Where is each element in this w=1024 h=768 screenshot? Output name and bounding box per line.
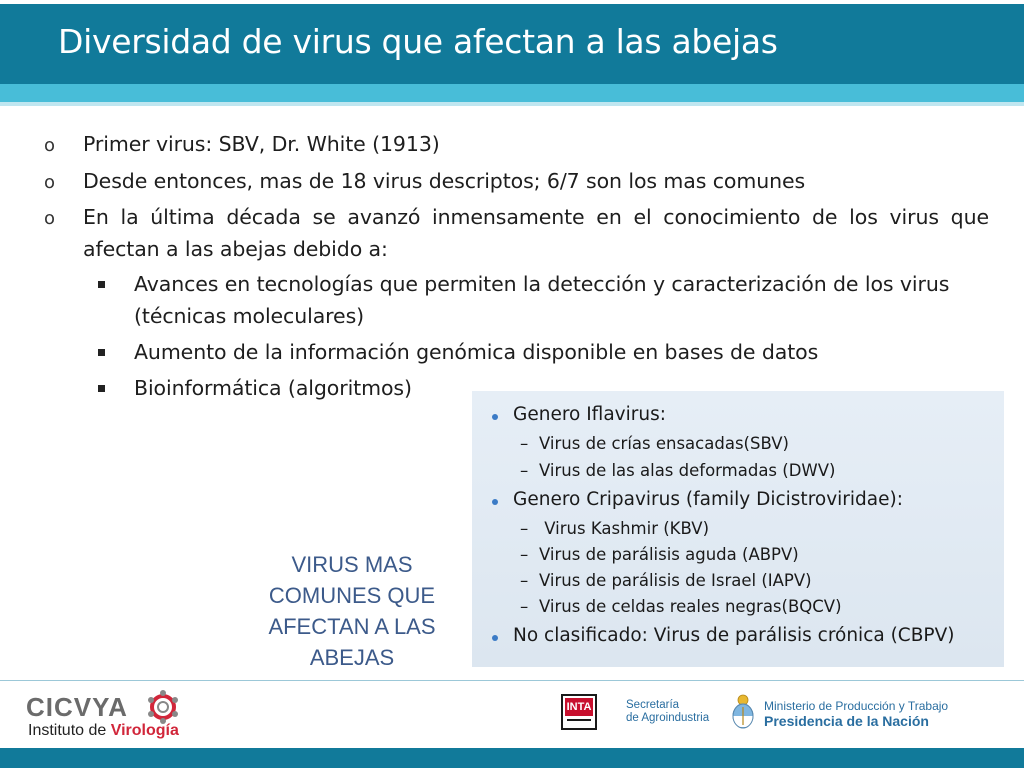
- genus-heading: No clasificado: Virus de parálisis crónica (CBPV): [513, 625, 955, 646]
- title-bar-stripe: [0, 84, 1024, 102]
- square-bullet-icon: [98, 281, 105, 288]
- box-caption: VIRUS MAS COMUNES QUE AFECTAN A LAS ABEJAS: [268, 552, 436, 670]
- footer-divider: [0, 680, 1024, 681]
- sub-bullet-item: Avances en tecnologías que permiten la detección y caracterización de los virus (técnicas moleculares): [134, 272, 950, 328]
- footer-bar: [0, 748, 1024, 768]
- dash-icon: –: [520, 434, 529, 453]
- institute-name: [28, 722, 179, 740]
- dash-icon: –: [520, 461, 529, 480]
- bullet-item: Primer virus: SBV, Dr. White (1913): [83, 132, 440, 156]
- genus-heading: Genero Cripavirus (family Dicistroviridae):: [513, 489, 903, 510]
- bullet-dot-icon: [492, 635, 498, 641]
- circle-bullet-icon: o: [44, 208, 56, 229]
- ministerio-line-2: Presidencia de la Nación: [764, 713, 929, 729]
- inta-logo: [561, 694, 597, 730]
- coat-of-arms-icon: [730, 693, 756, 729]
- virus-item: Virus de celdas reales negras(BQCV): [539, 597, 842, 616]
- bullet-dot-icon: [492, 499, 498, 505]
- title-bar-stripe-light: [0, 102, 1024, 106]
- sub-bullet-item: Aumento de la información genómica disponible en bases de datos: [134, 340, 819, 364]
- square-bullet-icon: [98, 385, 105, 392]
- secretaria-line-1: Secretaría: [626, 699, 680, 711]
- dash-icon: –: [520, 597, 529, 616]
- ministerio-label: [764, 699, 948, 730]
- genus-heading: Genero Iflavirus:: [513, 404, 666, 425]
- inta-logo-text: INTA: [565, 698, 593, 716]
- slide-title: Diversidad de virus que afectan a las abejas: [58, 22, 778, 61]
- virus-item: Virus Kashmir (KBV): [539, 519, 710, 538]
- virus-item: Virus de parálisis de Israel (IAPV): [539, 571, 812, 590]
- bullet-item: En la última década se avanzó inmensamente en el conocimiento de los virus que afectan a las abejas debido a:: [83, 205, 989, 261]
- secretaria-line-2: de Agroindustria: [626, 712, 710, 724]
- dash-icon: –: [520, 519, 529, 538]
- virus-item: Virus de las alas deformadas (DWV): [539, 461, 836, 480]
- circle-bullet-icon: o: [44, 172, 56, 193]
- virus-item: Virus de crías ensacadas(SBV): [539, 434, 789, 453]
- virus-item: Virus de parálisis aguda (ABPV): [539, 545, 799, 564]
- bullet-item: Desde entonces, mas de 18 virus descriptos; 6/7 son los mas comunes: [83, 169, 806, 193]
- bullet-dot-icon: [492, 414, 498, 420]
- institute-name-prefix: Instituto de: [28, 722, 111, 739]
- cicvya-logo: CICVYA: [26, 692, 128, 722]
- secretaria-label: [626, 699, 709, 725]
- square-bullet-icon: [98, 349, 105, 356]
- dash-icon: –: [520, 571, 529, 590]
- circle-bullet-icon: o: [44, 135, 56, 156]
- sub-bullet-item: Bioinformática (algoritmos): [134, 376, 412, 400]
- dash-icon: –: [520, 545, 529, 564]
- virus-logo-icon: [144, 688, 182, 726]
- institute-name-accent: Virología: [110, 722, 179, 739]
- virus-list-box: [472, 391, 1004, 667]
- ministerio-line-1: Ministerio de Producción y Trabajo: [764, 699, 949, 713]
